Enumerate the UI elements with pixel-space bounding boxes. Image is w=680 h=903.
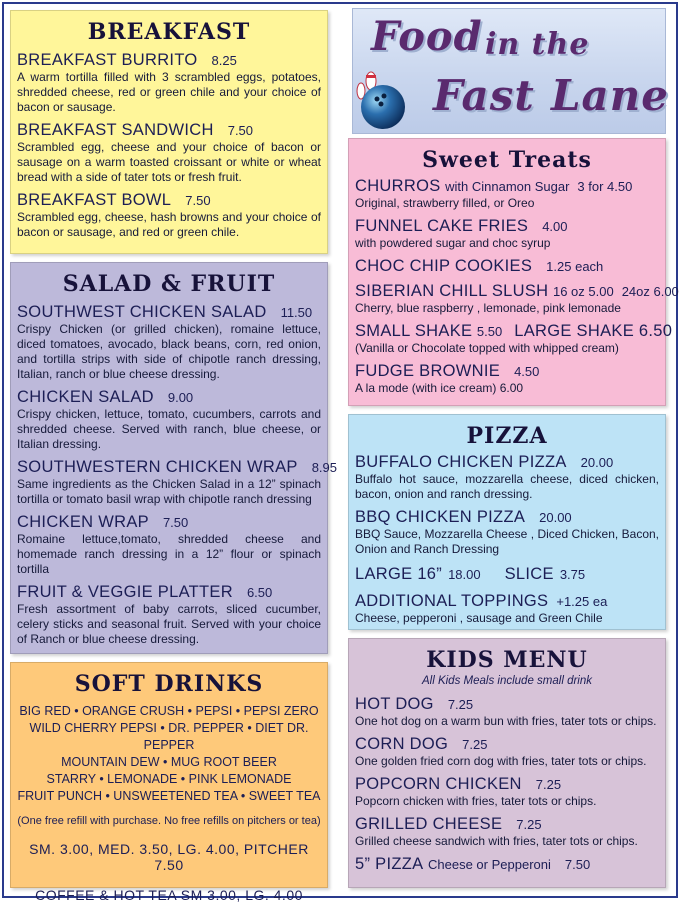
breakfast-heading: BREAKFAST	[87, 19, 251, 45]
item-name: FUDGE BROWNIE	[355, 362, 501, 380]
item-description: Crispy Chicken (or grilled chicken), romaine lettuce, diced tomatoes, avocado, black beans, corn, red onion, and tortilla strips with side of chipotle ranch dressing, Italian, ranch or blue cheese dressing.	[17, 322, 321, 381]
logo-text: Lane	[551, 71, 670, 120]
item-description: with powdered sugar and choc syrup	[355, 236, 551, 250]
drinks-list-line: FRUIT PUNCH • UNSWEETENED TEA • SWEET TEA	[17, 789, 321, 803]
item-price: 7.25	[462, 737, 488, 752]
item-description: A warm tortilla filled with 3 scrambled eggs, potatoes, shredded cheese, red or green chile and your choice of bacon or sausage.	[17, 70, 321, 114]
item-description: Crispy chicken, lettuce, tomato, cucumbers, carrots and shredded cheese. Served with ranch, blue cheese, or Italian dressing.	[17, 407, 321, 451]
kids-menu-note: All Kids Meals include small drink	[421, 675, 592, 687]
item-price: 20.00	[539, 510, 572, 525]
item-name: CHOC CHIP COOKIES	[355, 257, 533, 275]
salad-heading: SALAD & FRUIT	[62, 271, 276, 297]
item-description: Scrambled egg, cheese and your choice of bacon or sausage on a warm toasted croissant or white or wheat bread with a side of tater tots or fresh fruit.	[17, 140, 321, 184]
drinks-heading: SOFT DRINKS	[74, 671, 264, 697]
item-description: Same ingredients as the Chicken Salad in a 12” spinach tortilla or tomato basil wrap with chipotle ranch dressing	[17, 477, 321, 506]
item-name: BREAKFAST BOWL	[17, 191, 172, 209]
menu-item	[355, 508, 659, 557]
item-name: CHICKEN SALAD	[17, 388, 154, 406]
sweet-treats-section	[348, 138, 679, 406]
item-description: Original, strawberry filled, or Oreo	[355, 196, 535, 210]
pizza-section	[348, 414, 666, 630]
menu-item	[355, 322, 673, 356]
menu-item	[355, 362, 659, 396]
item-description: Scrambled egg, cheese, hash browns and your choice of bacon or sausage, and red or green chile.	[17, 210, 321, 239]
menu-item	[17, 303, 321, 382]
pizza-heading: PIZZA	[466, 423, 548, 449]
item-name: SIBERIAN CHILL SLUSH	[355, 282, 549, 300]
item-name: CHICKEN WRAP	[17, 513, 149, 531]
logo-text: Fast	[433, 71, 535, 120]
item-detail: with Cinnamon Sugar	[445, 179, 570, 194]
coffee-prices: COFFEE & HOT TEA SM 3.00, LG. 4.00	[35, 887, 303, 903]
item-name: LARGE SHAKE 6.50	[514, 322, 673, 340]
item-price: 4.00	[542, 219, 568, 234]
item-price: 8.95	[311, 460, 337, 475]
menu-item	[355, 282, 679, 316]
item-name: SLICE	[504, 565, 554, 583]
item-price: 7.50	[564, 857, 591, 872]
item-name: ADDITIONAL TOPPINGS	[355, 592, 549, 610]
menu-item	[17, 51, 321, 115]
item-price: 20.00	[580, 455, 614, 470]
menu-item	[17, 191, 321, 240]
item-description: BBQ Sauce, Mozzarella Cheese , Diced Chicken, Bacon, Onion and Ranch Dressing	[355, 527, 659, 556]
item-name: BREAKFAST BURRITO	[17, 51, 198, 69]
item-description: (Vanilla or Chocolate topped with whipped cream)	[355, 341, 619, 355]
sweet-treats-heading: Sweet Treats	[422, 147, 592, 173]
item-name: FUNNEL CAKE FRIES	[355, 217, 529, 235]
item-price: 7.50	[185, 193, 211, 208]
drink-prices: SM. 3.00, MED. 3.50, LG. 4.00, PITCHER 7.50	[29, 841, 309, 873]
item-description: Cheese, pepperoni , sausage and Green Chile	[355, 611, 603, 625]
drinks-list-line: WILD CHERRY PEPSI • DR. PEPPER • DIET DR. PEPPER	[29, 721, 309, 752]
drinks-list-line: MOUNTAIN DEW • MUG ROOT BEER	[61, 755, 277, 769]
item-detail: Cheese or Pepperoni	[428, 857, 551, 872]
item-name: BREAKFAST SANDWICH	[17, 121, 214, 139]
menu-item	[17, 121, 321, 185]
item-price: 7.50	[227, 123, 254, 138]
item-description: Grilled cheese sandwich with fries, tater tots or chips.	[355, 834, 638, 848]
item-price: 7.25	[516, 817, 542, 832]
menu-item	[355, 257, 659, 276]
drinks-section	[10, 662, 328, 903]
item-name: CHURROS	[355, 177, 441, 195]
item-price: 3 for 4.50	[577, 179, 633, 194]
item-name: BBQ CHICKEN PIZZA	[355, 508, 526, 526]
menu-item	[355, 775, 659, 809]
item-price: 18.00	[448, 567, 481, 582]
item-name: SMALL SHAKE	[355, 322, 473, 340]
item-price: 7.25	[447, 697, 474, 712]
menu-item	[17, 583, 321, 647]
logo-text: Food	[371, 13, 483, 60]
item-price: 24oz 6.00	[621, 284, 679, 299]
item-price: 4.50	[514, 364, 540, 379]
breakfast-section	[10, 10, 328, 254]
item-description: Romaine lettuce,tomato, shredded cheese and homemade ranch dressing in a 12” flour or spinach tortilla	[17, 532, 321, 576]
item-name: SOUTHWESTERN CHICKEN WRAP	[17, 458, 298, 476]
item-description: One hot dog on a warm bun with fries, tater tots or chips.	[355, 714, 657, 728]
item-price: 3.75	[559, 567, 586, 582]
menu-item	[17, 458, 337, 507]
drinks-list-line: BIG RED • ORANGE CRUSH • PEPSI • PEPSI ZERO	[19, 704, 319, 718]
item-name: BUFFALO CHICKEN PIZZA	[355, 453, 567, 471]
item-price: 9.00	[167, 390, 194, 405]
menu-item	[355, 217, 659, 251]
salad-section	[10, 262, 337, 654]
item-price: 7.50	[162, 515, 189, 530]
item-name: LARGE 16”	[355, 565, 443, 583]
drinks-list-line: STARRY • LEMONADE • PINK LEMONADE	[46, 772, 292, 786]
food-in-the-fast-lane-logo	[352, 8, 670, 134]
item-price: +1.25 ea	[556, 594, 608, 609]
item-name: 5” PIZZA	[355, 855, 424, 873]
item-price: 7.25	[535, 777, 562, 792]
menu-item	[355, 177, 659, 211]
item-name: CORN DOG	[355, 735, 449, 753]
kids-menu-section	[348, 638, 666, 888]
item-price: 6.50	[246, 585, 273, 600]
item-name: HOT DOG	[355, 695, 434, 713]
item-description: Popcorn chicken with fries, tater tots or chips.	[355, 794, 597, 808]
item-description: Fresh assortment of baby carrots, sliced cucumber, celery sticks and seasonal fruit. Served with your choice of Ranch or blue cheese dressing.	[17, 602, 321, 646]
item-price: 11.50	[280, 305, 313, 320]
item-name: FRUIT & VEGGIE PLATTER	[17, 583, 233, 601]
menu-item	[355, 565, 659, 584]
item-description: One golden fried corn dog with fries, tater tots or chips.	[355, 754, 647, 768]
menu-item	[355, 695, 659, 729]
item-price: 8.25	[211, 53, 237, 68]
logo-text: in the	[485, 27, 590, 62]
item-name: GRILLED CHEESE	[355, 815, 503, 833]
menu-item	[355, 735, 659, 769]
item-name: POPCORN CHICKEN	[355, 775, 522, 793]
refill-note: (One free refill with purchase. No free refills on pitchers or tea)	[17, 815, 321, 827]
item-price: 1.25 each	[546, 259, 604, 274]
menu-item	[355, 815, 659, 849]
item-name: SOUTHWEST CHICKEN SALAD	[17, 303, 267, 321]
menu-item	[355, 855, 659, 874]
kids-menu-heading: KIDS MENU	[426, 647, 588, 673]
menu-item	[355, 453, 659, 502]
item-description: Cherry, blue raspberry , lemonade, pink lemonade	[355, 301, 621, 315]
menu-item	[355, 592, 659, 626]
item-detail: 16 oz 5.00	[552, 284, 614, 299]
menu-item	[17, 388, 321, 452]
menu-item	[17, 513, 321, 577]
item-detail: 5.50	[476, 324, 503, 339]
item-description: A la mode (with ice cream) 6.00	[355, 381, 524, 395]
item-description: Buffalo hot sauce, mozzarella cheese, diced chicken, bacon, onion and ranch dressing.	[355, 472, 659, 501]
